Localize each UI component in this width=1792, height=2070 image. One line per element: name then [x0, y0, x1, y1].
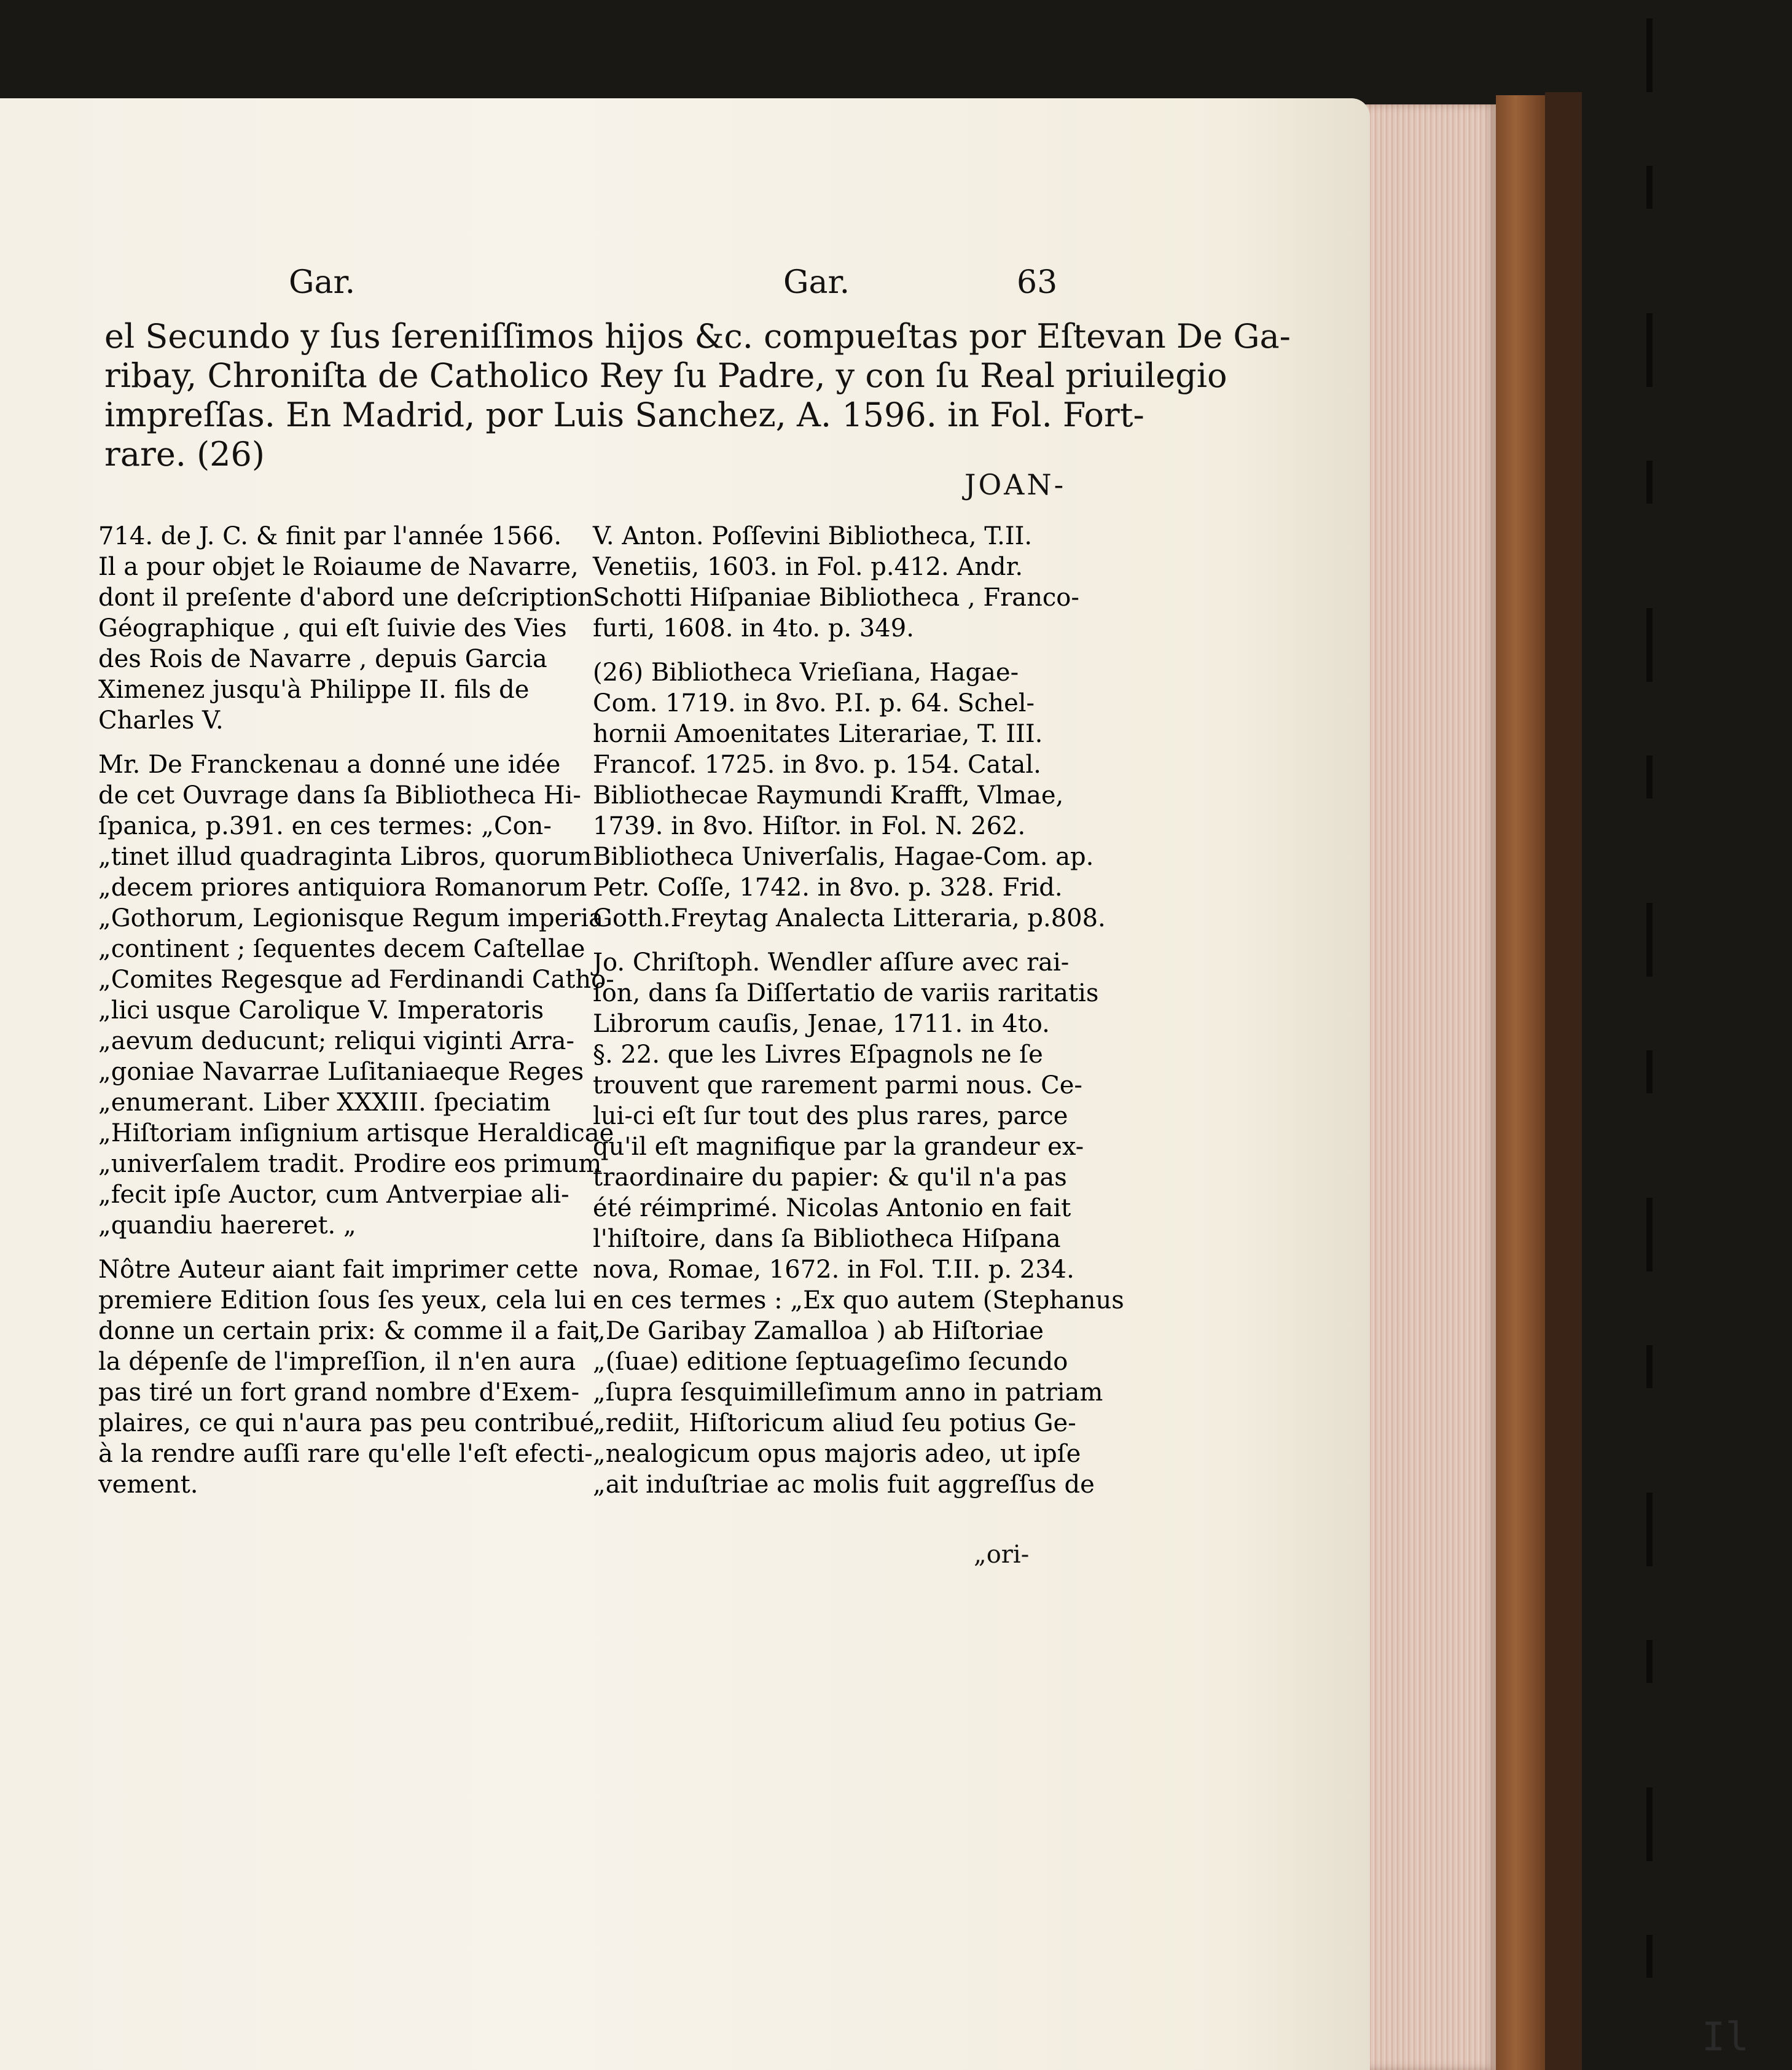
top-line-4: rare. (26): [104, 435, 265, 474]
left_column-line: Ximenez jusqu'à Philippe II. fils de: [98, 676, 530, 704]
ruler-tick: [1646, 1640, 1653, 1683]
right_column-line: nova, Romae, 1672. in Fol. T.II. p. 234.: [593, 1256, 1074, 1284]
right_column-line: traordinaire du papier: & qu'il n'a pas: [593, 1163, 1067, 1192]
catchword-top: JOAN-: [964, 468, 1066, 501]
left_column-line: „Hiſtoriam inſignium artisque Heraldicae: [98, 1119, 614, 1147]
left_column-line: „tinet illud quadraginta Libros, quorum: [98, 843, 592, 871]
right_column-line: „De Garibay Zamalloa ) ab Hiſtoriae: [593, 1317, 1044, 1345]
left_column-line: premiere Edition ſous ſes yeux, cela lui: [98, 1286, 586, 1314]
left_column-line: à la rendre auſſi rare qu'elle l'eſt efecti-: [98, 1440, 593, 1468]
right_column-line: furti, 1608. in 4to. p. 349.: [593, 614, 914, 642]
right_column-line: été réimprimé. Nicolas Antonio en fait: [593, 1194, 1071, 1222]
right_column-line: V. Anton. Poſſevini Bibliotheca, T.II.: [593, 522, 1033, 550]
left_column-line: vement.: [98, 1470, 198, 1499]
left_column-line: „univerſalem tradit. Prodire eos primum: [98, 1150, 602, 1178]
measuring-ruler: [1646, 0, 1656, 2070]
left_column-line: de cet Ouvrage dans ſa Bibliotheca Hi-: [98, 781, 581, 810]
right_column-line: Com. 1719. in 8vo. P.I. p. 64. Schel-: [593, 689, 1035, 717]
ruler-tick: [1646, 608, 1653, 682]
left_column-line: 714. de J. C. & finit par l'année 1566.: [98, 522, 562, 550]
left_column-line: la dépenſe de l'impreſſion, il n'en aura: [98, 1348, 576, 1376]
left_column-line: pas tiré un fort grand nombre d'Exem-: [98, 1378, 580, 1407]
left_column-line: ſpanica, p.391. en ces termes: „Con-: [98, 812, 552, 840]
right_column-line: Librorum cauſis, Jenae, 1711. in 4to.: [593, 1010, 1050, 1038]
ruler-tick: [1646, 1345, 1653, 1388]
right_column-line: en ces termes : „Ex quo autem (Stephanus: [593, 1286, 1124, 1314]
binding-shadow: [1545, 92, 1582, 2070]
top-line-3: impreſſas. En Madrid, por Luis Sanchez, A. 1596. in Fol. Fort-: [104, 396, 1144, 434]
right_column-line: lui-ci eſt ſur tout des plus rares, parce: [593, 1102, 1068, 1130]
right_column-line: Bibliothecae Raymundi Krafft, Vlmae,: [593, 781, 1064, 810]
left_column-line: „goniae Navarrae Luſitaniaeque Reges: [98, 1058, 584, 1086]
ruler-tick: [1646, 461, 1653, 504]
ruler-tick: [1646, 1935, 1653, 1978]
right_column-line: „nealogicum opus majoris adeo, ut ipſe: [593, 1440, 1081, 1468]
left_column-line: Nôtre Auteur aiant fait imprimer cette: [98, 1256, 579, 1284]
left_column-line: „quandiu haereret. „: [98, 1211, 356, 1240]
right_column-line: ſon, dans ſa Diſſertatio de variis raritatis: [593, 979, 1099, 1007]
book-cover-edge: [1496, 95, 1545, 2070]
left_column-line: „lici usque Carolique V. Imperatoris: [98, 996, 544, 1025]
right_column-line: l'hiſtoire, dans ſa Bibliotheca Hiſpana: [593, 1225, 1061, 1253]
left_column-line: Charles V.: [98, 706, 224, 735]
right_column-line: Gotth.Freytag Analecta Litteraria, p.808.: [593, 904, 1106, 932]
right_column-line: trouvent que rarement parmi nous. Ce-: [593, 1071, 1082, 1099]
top-line-1: el Secundo y ſus ſereniſſimos hijos &c. compueſtas por Eſtevan De Ga-: [104, 317, 1291, 356]
left_column-line: „decem priores antiquiora Romanorum: [98, 873, 587, 902]
right_column-line: Bibliotheca Univerſalis, Hagae-Com. ap.: [593, 843, 1094, 871]
left_column-line: „enumerant. Liber XXXIII. ſpeciatim: [98, 1088, 551, 1117]
left_column-line: donne un certain prix: & comme il a fait: [98, 1317, 598, 1345]
ruler-label: Il: [1702, 2015, 1750, 2060]
right_column-line: 1739. in 8vo. Hiſtor. in Fol. N. 262.: [593, 812, 1026, 840]
right_column-line: „rediit, Hiſtoricum aliud ſeu potius Ge-: [593, 1409, 1076, 1437]
ruler-tick: [1646, 313, 1653, 387]
right_column-line: §. 22. que les Livres Eſpagnols ne ſe: [593, 1041, 1043, 1069]
left_column-line: dont il preſente d'abord une deſcription: [98, 584, 593, 612]
ruler-tick: [1646, 1198, 1653, 1271]
ruler-tick: [1646, 903, 1653, 977]
right_column-line: „ſupra ſesquimilleſimum anno in patriam: [593, 1378, 1103, 1407]
right_column-line: „(ſuae) editione ſeptuageſimo ſecundo: [593, 1348, 1068, 1376]
left_column-line: „fecit ipſe Auctor, cum Antverpiae ali-: [98, 1181, 569, 1209]
ruler-tick: [1646, 18, 1653, 92]
ruler-tick: [1646, 1493, 1653, 1566]
page-number: 63: [1017, 264, 1058, 301]
book-page: [0, 98, 1370, 2070]
right_column-line: (26) Bibliotheca Vrieſiana, Hagae-: [593, 658, 1019, 687]
page-fore-edge: [1361, 104, 1496, 2070]
header-center: Gar.: [783, 264, 850, 301]
right_column-line: Venetiis, 1603. in Fol. p.412. Andr.: [593, 553, 1023, 581]
right_column-line: Jo. Chriſtoph. Wendler aſſure avec rai-: [593, 948, 1070, 977]
ruler-tick: [1646, 756, 1653, 799]
ruler-tick: [1646, 1050, 1653, 1093]
right_column-line: „ait induſtriae ac molis fuit aggreſſus de: [593, 1470, 1095, 1499]
left_column-line: Il a pour objet le Roiaume de Navarre,: [98, 553, 579, 581]
right_column-line: hornii Amoenitates Literariae, T. III.: [593, 720, 1043, 748]
right_column-line: Schotti Hiſpaniae Bibliotheca , Franco-: [593, 584, 1079, 612]
left_column-line: „aevum deducunt; reliqui viginti Arra-: [98, 1027, 574, 1055]
left_column-line: „Gothorum, Legionisque Regum imperia: [98, 904, 604, 932]
left_column-line: Géographique , qui eſt ſuivie des Vies: [98, 614, 567, 642]
ruler-tick: [1646, 1787, 1653, 1861]
left_column-line: des Rois de Navarre , depuis Garcia: [98, 645, 547, 673]
catchword-bottom: „ori-: [974, 1541, 1030, 1569]
left_column-line: Mr. De Franckenau a donné une idée: [98, 751, 561, 779]
right_column-line: qu'il eſt magnifique par la grandeur ex-: [593, 1133, 1084, 1161]
left_column-line: plaires, ce qui n'aura pas peu contribué: [98, 1409, 595, 1437]
right_column-line: Petr. Coſſe, 1742. in 8vo. p. 328. Frid.: [593, 873, 1063, 902]
top-line-2: ribay, Chroniſta de Catholico Rey ſu Padre, y con ſu Real priuilegio: [104, 356, 1227, 395]
header-left: Gar.: [289, 264, 356, 301]
right_column-line: Francof. 1725. in 8vo. p. 154. Catal.: [593, 751, 1041, 779]
ruler-tick: [1646, 166, 1653, 209]
left_column-line: „Comites Regesque ad Ferdinandi Catho-: [98, 966, 614, 994]
left_column-line: „continent ; ſequentes decem Caſtellae: [98, 935, 585, 963]
